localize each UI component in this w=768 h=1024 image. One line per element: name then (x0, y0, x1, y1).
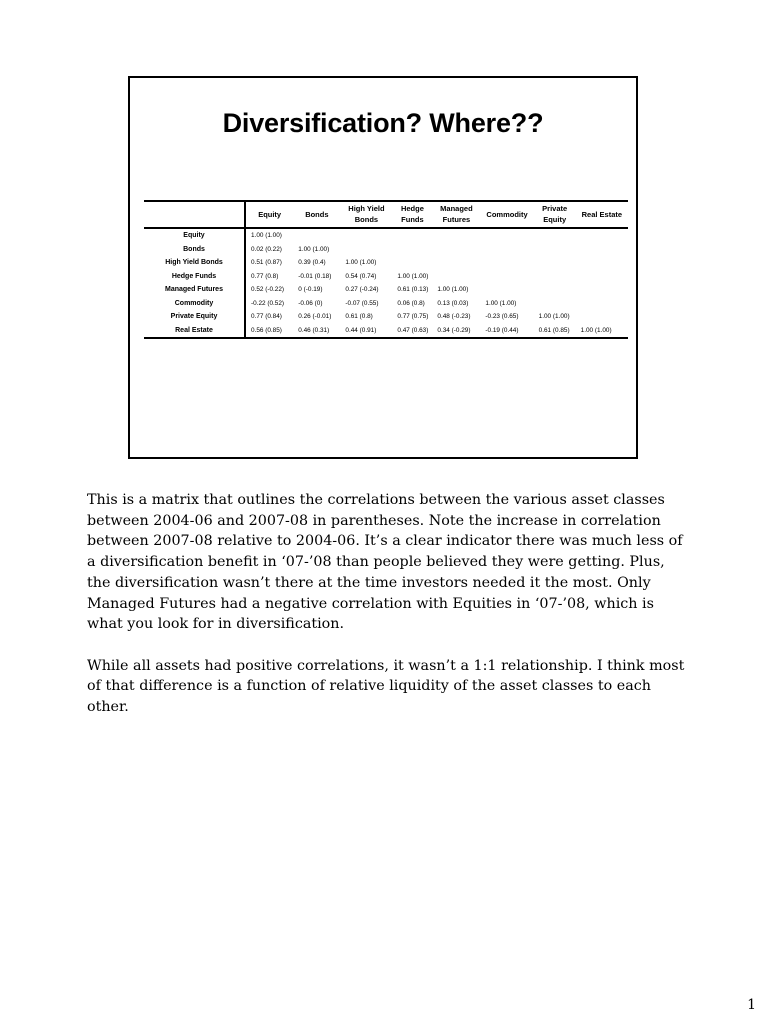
table-cell: 1.00 (1.00) (580, 326, 612, 334)
table-cell (480, 256, 533, 270)
table-cell (340, 228, 392, 243)
table-cell: 1.00 (1.00) (437, 286, 469, 293)
table-cell: 0.77 (0.84) (251, 313, 282, 320)
slide-title: Diversification? Where?? (222, 108, 544, 138)
table-cell: 1.00 (1.00) (397, 272, 429, 280)
row-label: Private Equity (144, 310, 245, 324)
table-cell (576, 243, 628, 257)
table-body (144, 228, 628, 338)
table-cell: 0.47 (0.63) (397, 326, 429, 334)
speaker-notes (87, 490, 687, 738)
corner-cell (144, 201, 245, 228)
table-cell: 0.77 (0.8) (251, 272, 279, 280)
table-cell: 0.34 (-0.29) (437, 326, 471, 334)
column-header: Private Equity (534, 201, 576, 228)
table-cell (392, 256, 432, 270)
table-cell (432, 270, 480, 284)
table-cell: 1.00 (1.00) (345, 259, 377, 266)
table-cell: 0.56 (0.85) (251, 326, 282, 334)
row-label: Commodity (144, 297, 245, 311)
table-cell (534, 297, 576, 311)
table-cell (392, 228, 432, 243)
table-cell: 0.61 (0.8) (345, 313, 373, 320)
table-cell (432, 243, 480, 257)
table-cell (392, 243, 432, 257)
table-cell (576, 297, 628, 311)
column-header: Managed Futures (432, 201, 480, 228)
table-row (144, 243, 628, 257)
column-header: Hedge Funds (392, 201, 432, 228)
table-row (144, 228, 628, 243)
table-cell: 1.00 (1.00) (251, 232, 282, 239)
correlation-table (144, 200, 628, 339)
column-header: Real Estate (576, 201, 628, 228)
table-cell: 0.46 (0.31) (298, 326, 330, 334)
table-cell: 0.06 (0.8) (397, 299, 425, 307)
table-cell (576, 283, 628, 297)
table-cell: 1.00 (1.00) (485, 299, 517, 307)
table-row (144, 256, 628, 270)
table-cell (534, 270, 576, 284)
table-cell: -0.01 (0.18) (298, 272, 332, 280)
column-header: High Yield Bonds (340, 201, 392, 228)
slide-thumbnail (128, 76, 638, 459)
column-header: Commodity (480, 201, 533, 228)
table-cell (576, 228, 628, 243)
table-cell: 0.51 (0.87) (251, 259, 282, 266)
row-label: High Yield Bonds (144, 256, 245, 270)
table-cell: 0.52 (-0.22) (251, 286, 285, 293)
table-cell (576, 256, 628, 270)
table-cell: 0.02 (0.22) (251, 245, 282, 253)
table-cell: 0 (-0.19) (298, 286, 323, 293)
table-cell (480, 270, 533, 284)
table-cell: -0.23 (0.65) (485, 313, 519, 320)
table-cell: 1.00 (1.00) (538, 313, 570, 320)
table-cell (293, 228, 340, 243)
table-cell: 0.13 (0.03) (437, 299, 469, 307)
table-cell (576, 270, 628, 284)
notes-paragraph: While all assets had positive correlations, it wasn’t a 1:1 relationship. I think most of that difference is a function of relative liquidity of the asset classes to each other. (87, 657, 685, 716)
table-row (144, 270, 628, 284)
table-cell (534, 243, 576, 257)
table-cell: -0.06 (0) (298, 299, 323, 307)
table-cell: -0.22 (0.52) (251, 299, 285, 307)
table-cell (432, 228, 480, 243)
table-row (144, 297, 628, 311)
table-cell: 0.54 (0.74) (345, 272, 377, 280)
table-cell: 0.61 (0.85) (538, 326, 570, 334)
table-cell (480, 243, 533, 257)
table-cell (534, 228, 576, 243)
table-cell: 0.48 (-0.23) (437, 313, 471, 320)
row-label: Hedge Funds (144, 270, 245, 284)
table-row (144, 283, 628, 297)
table-cell: -0.07 (0.55) (345, 299, 379, 307)
table-cell (480, 283, 533, 297)
table-cell (534, 256, 576, 270)
row-label: Managed Futures (144, 283, 245, 297)
row-label: Equity (144, 228, 245, 243)
table-cell (534, 283, 576, 297)
table-cell (480, 228, 533, 243)
table-cell: 0.39 (0.4) (298, 259, 326, 266)
column-header: Bonds (293, 201, 340, 228)
table-cell: 1.00 (1.00) (298, 245, 330, 253)
table-cell (432, 256, 480, 270)
notes-paragraph: This is a matrix that outlines the correlations between the various asset classes between 2004-06 and 2007-08 in parentheses. Note the increase in correlation between 2007-08 relative to 2004-06. It’s a clear indicator there was much less of a diversification benefit in ‘07-’08 than people believed they were getting. Plus, the diversification wasn’t there at the time investors needed it the most. Only Managed Futures had a negative correlation with Equities in ‘07-’08, which is what you look for in diversification. (87, 492, 683, 633)
table-cell (576, 310, 628, 324)
table-cell: 0.26 (-0.01) (298, 313, 332, 320)
row-label: Real Estate (144, 324, 245, 339)
table-cell: 0.27 (-0.24) (345, 286, 379, 293)
page-number: 1 (747, 997, 756, 1013)
table-row (144, 310, 628, 324)
table-header-row (144, 201, 628, 228)
table-cell: -0.19 (0.44) (485, 326, 519, 334)
table-cell (340, 243, 392, 257)
table-cell: 0.77 (0.75) (397, 313, 429, 320)
column-header: Equity (245, 201, 293, 228)
row-label: Bonds (144, 243, 245, 257)
table-row (144, 324, 628, 339)
table-cell: 0.44 (0.91) (345, 326, 377, 334)
table-cell: 0.61 (0.13) (397, 286, 429, 293)
